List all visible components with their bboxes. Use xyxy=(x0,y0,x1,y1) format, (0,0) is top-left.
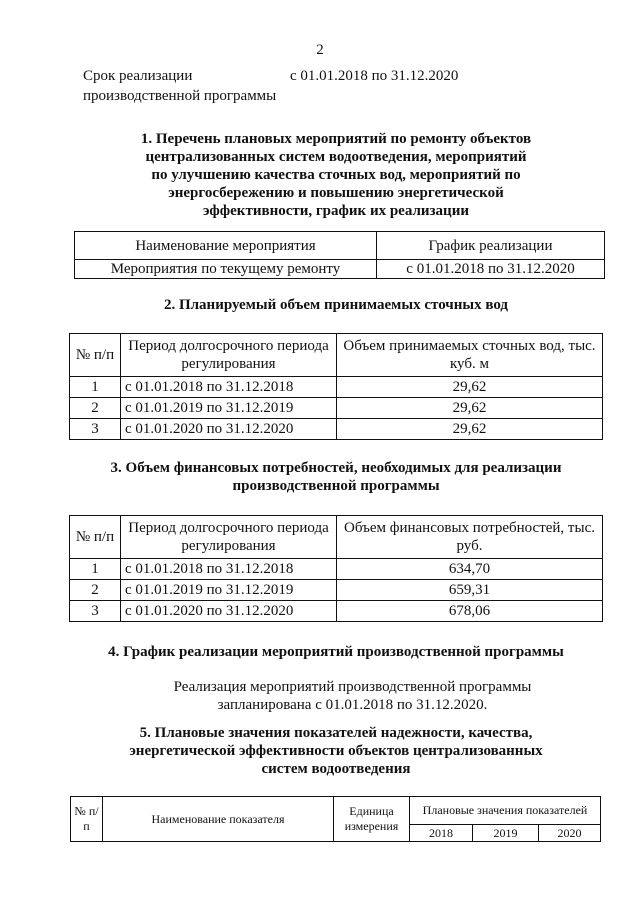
column-header: График реализации xyxy=(377,232,605,260)
table-header-row xyxy=(70,334,603,377)
table-row xyxy=(70,559,603,580)
section-5-title: 5. Плановые значения показателей надежности, качества, энергетической эффективности объектов централизованных систем водоотведения xyxy=(129,725,543,777)
section-2-title: 2. Планируемый объем принимаемых сточных вод xyxy=(163,297,509,313)
table-cell: 3 xyxy=(70,419,121,440)
column-header: Объем принимаемых сточных вод, тыс. куб. м xyxy=(337,334,603,377)
table-cell: с 01.01.2018 по 31.12.2020 xyxy=(377,260,605,279)
table-cell: 659,31 xyxy=(337,580,603,601)
table-row xyxy=(70,419,603,440)
table-header-row xyxy=(75,232,605,260)
section-4-text: Реализация мероприятий производственной программы запланирована с 01.01.2018 по 31.12.2020. xyxy=(173,679,532,713)
table-cell: 678,06 xyxy=(337,601,603,622)
column-header: Единица измерения xyxy=(334,797,410,842)
table-cell: с 01.01.2020 по 31.12.2020 xyxy=(121,419,337,440)
implementation-period-value: с 01.01.2018 по 31.12.2020 xyxy=(290,68,459,84)
section-3-title: 3. Объем финансовых потребностей, необходимых для реализации производственной программы xyxy=(110,460,562,494)
table-cell: с 01.01.2019 по 31.12.2019 xyxy=(121,398,337,419)
table-cell: Мероприятия по текущему ремонту xyxy=(75,260,377,279)
column-header: Период долгосрочного периода регулирования xyxy=(121,334,337,377)
table-row xyxy=(75,260,605,279)
column-header: № п/п xyxy=(70,334,121,377)
table-cell: 2 xyxy=(70,580,121,601)
table-row xyxy=(70,601,603,622)
table-header-row xyxy=(70,516,603,559)
section-5-table xyxy=(70,796,601,842)
section-2-table xyxy=(69,333,603,440)
column-header: Плановые значения показателей xyxy=(410,797,601,825)
table-header-row xyxy=(71,797,601,825)
year-header: 2020 xyxy=(539,825,601,842)
column-header: № п/п xyxy=(71,797,103,842)
year-header: 2018 xyxy=(410,825,473,842)
section-3-table xyxy=(69,515,603,622)
table-cell: 2 xyxy=(70,398,121,419)
table-row xyxy=(70,398,603,419)
table-cell: 1 xyxy=(70,377,121,398)
section-4-title: 4. График реализации мероприятий производственной программы xyxy=(108,644,564,660)
table-row xyxy=(70,580,603,601)
table-cell: с 01.01.2020 по 31.12.2020 xyxy=(121,601,337,622)
column-header: № п/п xyxy=(70,516,121,559)
column-header: Объем финансовых потребностей, тыс. руб. xyxy=(337,516,603,559)
implementation-period-label: Срок реализации производственной программы xyxy=(83,68,277,104)
column-header: Период долгосрочного периода регулирования xyxy=(121,516,337,559)
table-cell: с 01.01.2018 по 31.12.2018 xyxy=(121,377,337,398)
table-cell: 3 xyxy=(70,601,121,622)
table-cell: 29,62 xyxy=(337,377,603,398)
year-header: 2019 xyxy=(473,825,539,842)
column-header: Наименование показателя xyxy=(103,797,334,842)
table-cell: 1 xyxy=(70,559,121,580)
page-number: 2 xyxy=(316,42,324,58)
table-row xyxy=(70,377,603,398)
column-header: Наименование мероприятия xyxy=(75,232,377,260)
table-cell: 29,62 xyxy=(337,398,603,419)
section-1-table xyxy=(74,231,605,279)
table-cell: с 01.01.2018 по 31.12.2018 xyxy=(121,559,337,580)
table-cell: 29,62 xyxy=(337,419,603,440)
table-cell: 634,70 xyxy=(337,559,603,580)
table-cell: с 01.01.2019 по 31.12.2019 xyxy=(121,580,337,601)
section-1-title: 1. Перечень плановых мероприятий по ремонту объектов централизованных систем водоотведения, мероприятий по улучшению качества сточных вод, мероприятий по энергосбережению и повышению энергетической эффективности, график их реализации xyxy=(140,131,532,219)
